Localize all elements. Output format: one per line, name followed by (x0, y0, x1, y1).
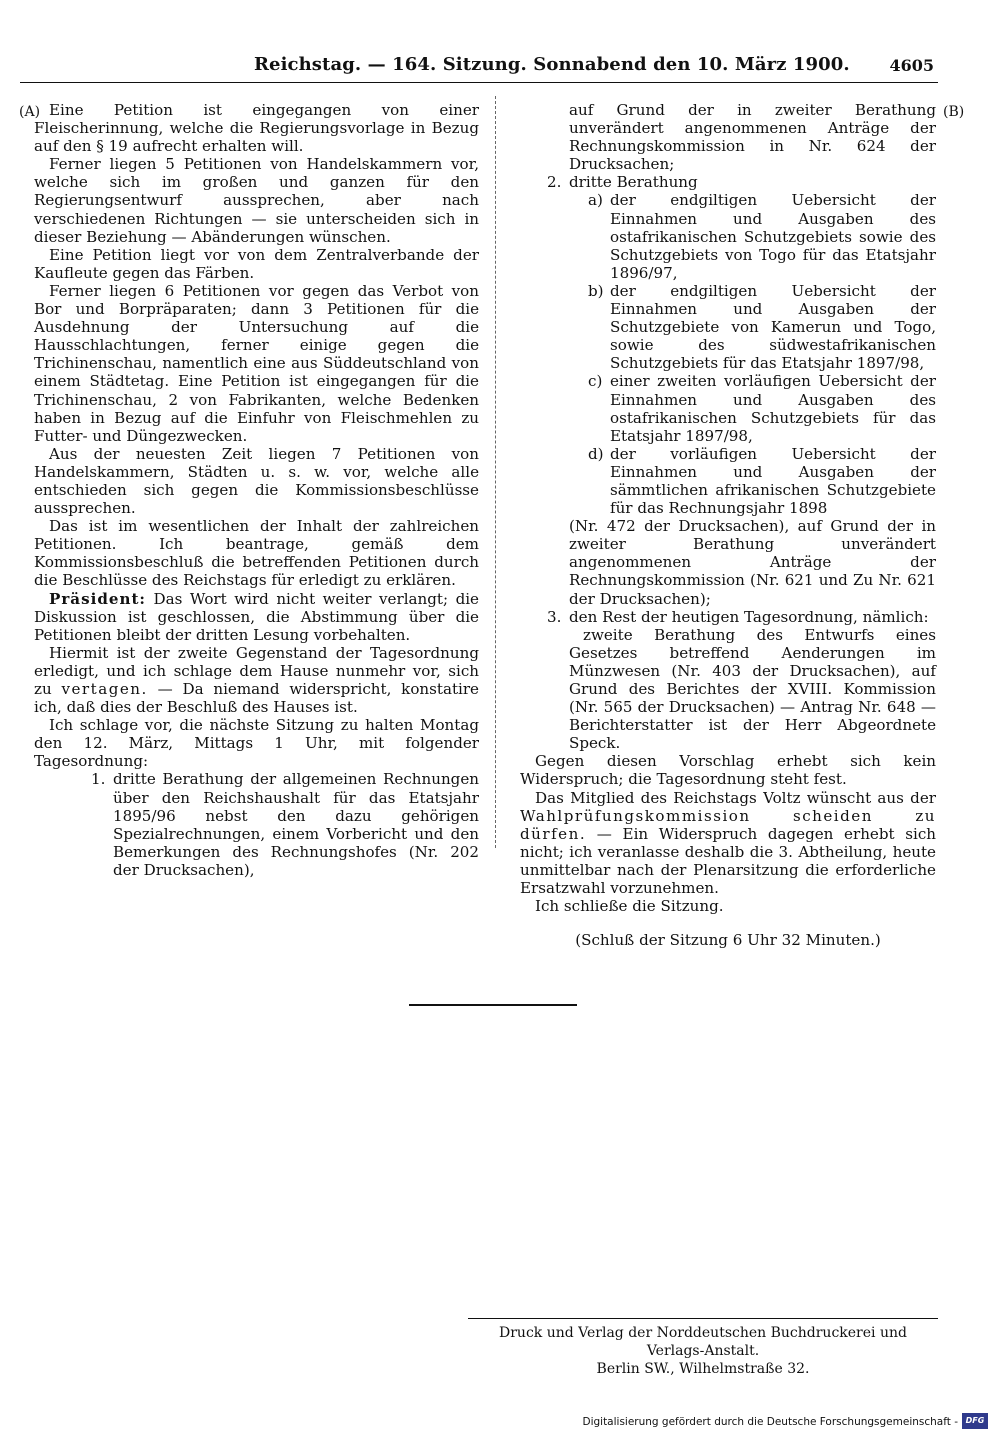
printer-imprint (470, 1324, 936, 1378)
digitization-credit: Digitalisierung gefördert durch die Deutsche Forschungsgemeinschaft - (582, 1416, 958, 1428)
session-closing: (Schluß der Sitzung 6 Uhr 32 Minuten.) (575, 931, 881, 950)
paragraph: Ich schlage vor, die nächste Sitzung zu halten Montag den 12. März, Mittags 1 Uhr, mit folgender Tagesordnung: (34, 716, 479, 771)
agenda-item-2-tail: (Nr. 472 der Drucksachen), auf Grund der in zweiter Berathung unverändert angenommenen Anträge der Rechnungskommission (Nr. 621 und Zu Nr. 621 der Drucksachen); (569, 517, 936, 608)
spaced-text: Wahlprüfungskommission scheiden zu dürfen. (520, 806, 936, 843)
page-number: 4605 (889, 56, 934, 75)
agenda-subitem-b (520, 282, 936, 372)
paragraph (520, 789, 936, 898)
subitem-label: a) (588, 191, 603, 210)
margin-marker-b: (B) (943, 104, 965, 120)
subitem-text: der endgiltigen Uebersicht der Einnahmen und Ausgaben der Schutzgebiete von Kamerun und Togo, sowie des südwestafrikanischen Schutzgebiets für das Etatsjahr 1897/98, (610, 281, 936, 373)
subitem-label: b) (588, 281, 604, 300)
agenda-item-3-detail: zweite Berathung des Entwurfs eines Gesetzes betreffend Aenderungen im Münzwesen (Nr. 403 der Drucksachen), auf Grund des Berichtes der XVIII. Kommission (Nr. 565 der Drucksachen) — Antrag Nr. 648 — Berichterstatter ist der Herr Abgeordnete Speck. (569, 625, 936, 753)
paragraph: Eine Petition liegt vor von dem Zentralverbande der Kaufleute gegen das Färben. (34, 245, 479, 282)
subitem-text: einer zweiten vorläufigen Uebersicht der Einnahmen und Ausgaben des ostafrikanischen Schutzgebiets für das Etatsjahr 1897/98, (610, 372, 936, 445)
end-rule (409, 1004, 577, 1006)
paragraph: Gegen diesen Vorschlag erhebt sich kein Widerspruch; die Tagesordnung steht fest. (520, 752, 936, 789)
dfg-logo: DFG (962, 1413, 988, 1429)
subitem-label: d) (588, 444, 604, 463)
subitem-text: der vorläufigen Uebersicht der Einnahmen und Ausgaben der sämmtlichen afrikanischen Schutzgebiete für das Rechnungsjahr 1898 (610, 444, 936, 518)
agenda-item-text: den Rest der heutigen Tagesordnung, nämlich: (569, 607, 929, 626)
imprint-line: Druck und Verlag der Norddeutschen Buchdruckerei und Verlags-Anstalt. (499, 1325, 907, 1359)
text-run: Hiermit ist der zweite Gegenstand der Tagesordnung erledigt, und ich schlage dem Hause nunmehr vor, sich zu (34, 643, 479, 698)
column-divider (495, 96, 496, 848)
paragraph: Das ist im wesentlichen der Inhalt der zahlreichen Petitionen. Ich beantrage, gemäß dem Kommissionsbeschluß die betreffenden Petitionen durch die Beschlüsse des Reichstags für erledigt zu erklären. (34, 517, 479, 590)
agenda-item-2 (520, 173, 936, 191)
left-column (34, 101, 479, 879)
spaced-text: vertagen. (61, 680, 148, 698)
speaker-text: Das Wort wird nicht weiter verlangt; die Diskussion ist geschlossen, die Abstimmung über die Petitionen bleibt der dritten Lesung vorbehalten. (34, 589, 479, 644)
imprint-line: Berlin SW., Wilhelmstraße 32. (596, 1361, 810, 1377)
paragraph: Ferner liegen 6 Petitionen vor gegen das Verbot von Bor und Borpräparaten; dann 3 Petitionen für die Ausdehnung der Untersuchung auf die Hausschlachtungen, ferner einige gegen die Trichinenschau, namentlich eine aus Süddeutschland von einem Städtetag. Eine Petition ist eingegangen für die Trichinenschau, 2 von Fabrikanten, welche Bedenken haben in Bezug auf die Einfuhr von Fleischmehlen zu Futter- und Düngezwecken. (34, 281, 479, 445)
subitem-text: der endgiltigen Uebersicht der Einnahmen und Ausgaben des ostafrikanischen Schutzgebiets sowie des Schutzgebiets von Togo für das Etatsjahr 1896/97, (610, 191, 936, 282)
subitem-label: c) (588, 372, 603, 391)
paragraph: Eine Petition ist eingegangen von einer Fleischerinnung, welche die Regierungsvorlage in Bezug auf den § 19 aufrecht erhalten will. (34, 101, 479, 156)
paragraph: Ich schließe die Sitzung. (535, 897, 724, 916)
text-run: — Ein Widerspruch dagegen erhebt sich nicht; ich veranlasse deshalb die 3. Abtheilung, heute unmittelbar nach der Plenarsitzung die erforderliche Ersatzwahl vorzunehmen. (520, 824, 936, 898)
agenda-item-text: dritte Berathung (569, 173, 698, 192)
speaker-label: Präsident: (49, 589, 146, 608)
imprint-rule (468, 1318, 938, 1319)
right-column (520, 101, 936, 949)
continuation-text: auf Grund der in zweiter Berathung unverändert angenommenen Anträge der Rechnungskommission in Nr. 624 der Drucksachen; (569, 101, 936, 174)
agenda-subitem-d (520, 445, 936, 517)
agenda-item-3 (520, 608, 936, 626)
paragraph: Aus der neuesten Zeit liegen 7 Petitionen von Handelskammern, Städten u. s. w. vor, welche alle entschieden sich gegen die Kommissionsbeschlüsse aussprechen. (34, 444, 479, 518)
agenda-item-number: 3. (547, 607, 562, 626)
agenda-item-number: 1. (91, 770, 106, 789)
text-run: — Da niemand widerspricht, konstatire ich, daß dies der Beschluß des Hauses ist. (34, 680, 479, 717)
paragraph: Ferner liegen 5 Petitionen von Handelskammern vor, welche sich im großen und ganzen für den Regierungsentwurf aussprechen, aber nach verschiedenen Richtungen — sie unterscheiden sich in dieser Beziehung — Abänderungen wünschen. (34, 155, 479, 246)
paragraph (34, 644, 479, 716)
agenda-item-number: 2. (547, 173, 562, 192)
agenda-subitem-a (520, 191, 936, 281)
page-header (20, 52, 938, 83)
agenda-subitem-c (520, 372, 936, 444)
agenda-item-text: dritte Berathung der allgemeinen Rechnungen über den Reichshaushalt für das Etatsjahr 1895/96 nebst den dazu gehörigen Spezialrechnungen, einem Vorbericht und den Bemerkungen des Rechnungshofes (Nr. 202 der Drucksachen), (113, 770, 479, 879)
margin-marker-a: (A) (19, 104, 41, 120)
page-header-title: Reichstag. — 164. Sitzung. Sonnabend den 10. März 1900. (254, 54, 850, 75)
president-paragraph (34, 590, 479, 644)
agenda-item-1 (34, 770, 479, 879)
text-run: Das Mitglied des Reichstags Voltz wünscht aus der (535, 788, 936, 807)
